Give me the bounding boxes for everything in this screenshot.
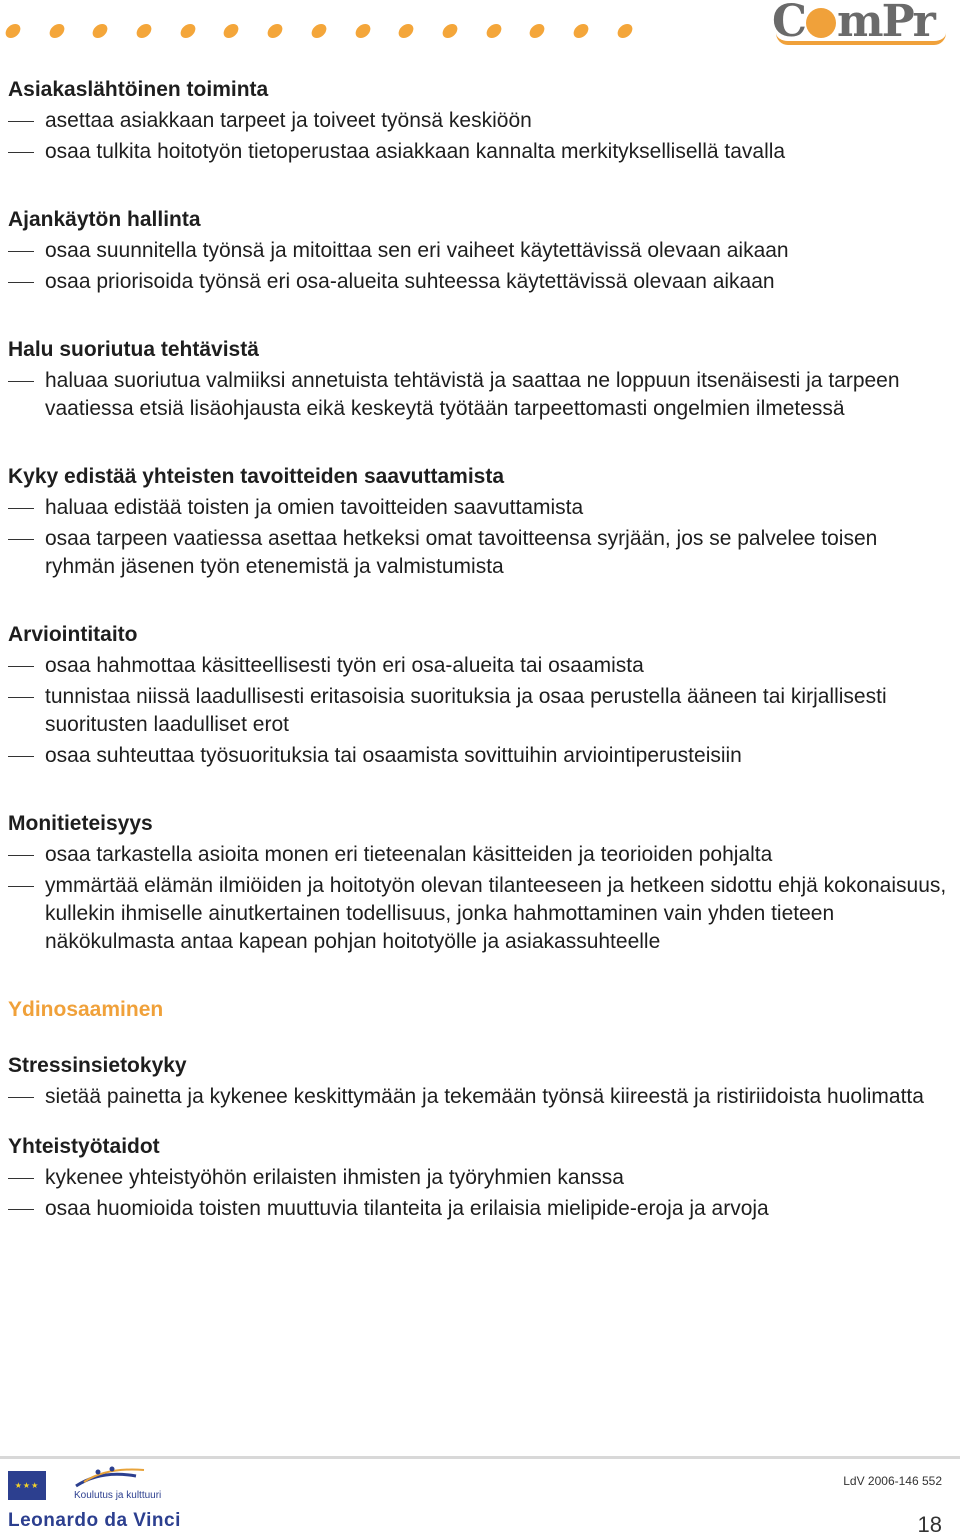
compro-logo xyxy=(772,0,934,47)
competency-section xyxy=(8,76,952,166)
list-item-text: haluaa edistää toisten ja omien tavoitteiden saavuttamista xyxy=(45,496,584,519)
list-item xyxy=(8,1195,952,1223)
dash-bullet xyxy=(8,152,34,153)
list-item xyxy=(8,268,952,296)
competency-section xyxy=(8,1052,952,1111)
dash-bullet xyxy=(8,121,34,122)
competency-section xyxy=(8,206,952,296)
list-item xyxy=(8,1164,952,1192)
list-item xyxy=(8,872,952,956)
dash-bullet xyxy=(8,282,34,283)
decorative-dot xyxy=(528,24,547,38)
list-item-text: ymmärtää elämän ilmiöiden ja hoitotyön olevan tilanteeseen ja hetkeen sidottu ehjä kokonaisuus, kullekin ihmiselle ainutkertainen todellisuus, jonka hahmottaminen vain yhden tieteen näkökulmasta antaa kapean pohjan hoitotyölle ja asiakassuhteelle xyxy=(45,874,947,953)
list-item xyxy=(8,138,952,166)
list-item-text: osaa tarpeen vaatiessa asettaa hetkeksi omat tavoitteensa syrjään, jos se palvelee toisen ryhmän jäsenen työn etenemistä ja valmistumista xyxy=(45,527,878,578)
list-item-text: tunnistaa niissä laadullisesti eritasoisia suorituksia ja osaa perustella ääneen tai kirjallisesti suoritusten laadulliset erot xyxy=(45,685,887,736)
eu-flag-icon: ★★★ xyxy=(8,1471,46,1500)
footer-divider xyxy=(0,1456,960,1459)
section-heading: Halu suoriutua tehtävistä xyxy=(8,338,259,361)
dash-bullet xyxy=(8,1097,34,1098)
list-item-text: osaa huomioida toisten muuttuvia tilanteita ja erilaisia mielipide-eroja ja arvoja xyxy=(45,1197,769,1220)
decorative-dot xyxy=(222,24,241,38)
dash-bullet xyxy=(8,666,34,667)
list-item-text: osaa hahmottaa käsitteellisesti työn eri osa-alueita tai osaamista xyxy=(45,654,644,677)
list-item xyxy=(8,841,952,869)
decorative-dot xyxy=(178,24,197,38)
section-heading: Ajankäytön hallinta xyxy=(8,208,201,231)
decorative-dot xyxy=(310,24,329,38)
section-heading: Asiakaslähtöinen toiminta xyxy=(8,78,269,101)
dash-bullet xyxy=(8,855,34,856)
decorative-dot xyxy=(91,24,110,38)
list-item xyxy=(8,237,952,265)
list-item xyxy=(8,367,952,423)
logo-letters-mpr: mPr xyxy=(837,0,934,47)
dash-bullet xyxy=(8,1209,34,1210)
list-item-text: osaa suunnitella työnsä ja mitoittaa sen eri vaiheet käytettävissä olevaan aikaan xyxy=(45,239,789,262)
decorative-dot xyxy=(353,24,372,38)
list-item-text: asettaa asiakkaan tarpeet ja toiveet työnsä keskiöön xyxy=(45,109,532,132)
list-item-text: osaa priorisoida työnsä eri osa-alueita suhteessa käytettävissä olevaan aikaan xyxy=(45,270,775,293)
core-competencies-heading: Ydinosaaminen xyxy=(8,998,164,1021)
competency-section xyxy=(8,810,952,956)
competency-section xyxy=(8,621,952,770)
decorative-dot xyxy=(4,24,23,38)
section-heading: Kyky edistää yhteisten tavoitteiden saavuttamista xyxy=(8,465,505,488)
list-item xyxy=(8,107,952,135)
decorative-dot xyxy=(484,24,503,38)
list-item xyxy=(8,683,952,739)
dash-bullet xyxy=(8,251,34,252)
dash-bullet xyxy=(8,1178,34,1179)
main-content xyxy=(8,76,952,1245)
page-number: 18 xyxy=(917,1512,942,1537)
list-item xyxy=(8,652,952,680)
section-heading: Yhteistyötaidot xyxy=(8,1135,160,1158)
list-item-text: kykenee yhteistyöhön erilaisten ihmisten ja työryhmien kanssa xyxy=(45,1166,624,1189)
list-item-text: osaa tulkita hoitotyön tietoperustaa asiakkaan kannalta merkityksellisellä tavalla xyxy=(45,140,786,163)
decorative-dot xyxy=(47,24,66,38)
list-item-text: haluaa suoriutua valmiiksi annetuista tehtävistä ja saattaa ne loppuun itsenäisesti ja tarpeen vaatiessa etsiä lisäohjausta eikä keskeytä työtään tarpeettomasti ongelmien ilmetessä xyxy=(45,369,900,420)
document-reference: LdV 2006-146 552 xyxy=(843,1474,942,1488)
dash-bullet xyxy=(8,508,34,509)
dash-bullet xyxy=(8,539,34,540)
list-item-text: sietää painetta ja kykenee keskittymään ja tekemään työnsä kiireestä ja ristiriidoista huolimatta xyxy=(45,1085,924,1108)
decorative-dot xyxy=(615,24,634,38)
section-heading: Stressinsietokyky xyxy=(8,1054,187,1077)
decorative-dot-row xyxy=(6,24,661,38)
koulutus-ja-kulttuuri-text: Koulutus ja kulttuuri xyxy=(74,1490,162,1501)
competency-section xyxy=(8,463,952,581)
list-item xyxy=(8,742,952,770)
decorative-dot xyxy=(441,24,460,38)
leonardo-da-vinci-wordmark: Leonardo da Vinci xyxy=(8,1510,181,1531)
section-heading: Monitieteisyys xyxy=(8,812,153,835)
dash-bullet xyxy=(8,381,34,382)
list-item xyxy=(8,494,952,522)
competency-section xyxy=(8,336,952,423)
decorative-dot xyxy=(397,24,416,38)
dash-bullet xyxy=(8,886,34,887)
dash-bullet xyxy=(8,697,34,698)
decorative-dot xyxy=(135,24,154,38)
list-item xyxy=(8,525,952,581)
dash-bullet xyxy=(8,756,34,757)
decorative-dot xyxy=(572,24,591,38)
list-item-text: osaa suhteuttaa työsuorituksia tai osaamista sovittuihin arviointiperusteisiin xyxy=(45,744,742,767)
logo-swoosh xyxy=(776,33,946,45)
logo-letter-c: C xyxy=(772,0,806,47)
competency-section xyxy=(8,1133,952,1223)
list-item xyxy=(8,1083,952,1111)
section-heading: Arviointitaito xyxy=(8,623,138,646)
decorative-dot xyxy=(266,24,285,38)
list-item-text: osaa tarkastella asioita monen eri tieteenalan käsitteiden ja teorioiden pohjalta xyxy=(45,843,773,866)
